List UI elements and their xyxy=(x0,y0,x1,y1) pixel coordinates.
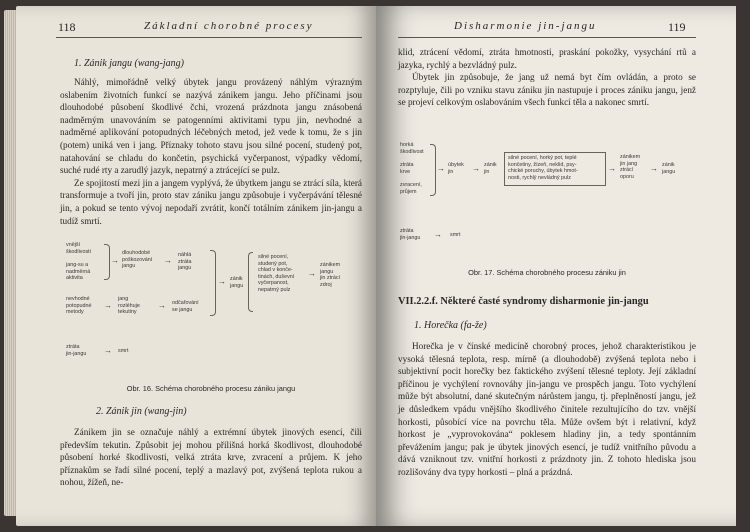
left-page-number: 118 xyxy=(58,20,76,34)
node-zanik-jangu-2: zánik jangu xyxy=(662,162,676,175)
bracket xyxy=(430,144,436,196)
diagram-zanik-jangu xyxy=(60,240,360,364)
node-priznaky-jin: silné pocení, horký pot, teplé končetiny, žízeň, neklid, psy- chické poruchy, úbytek hmot- nosti, rychlý nevládný pulz xyxy=(508,155,578,181)
arrow-icon: → xyxy=(158,301,166,310)
node-smrt: smrt xyxy=(118,348,129,354)
paragraph: Zánikem jin se označuje náhlý a extrémní úbytek jinových esencí, čili především tekutin. Způsobit jej mohou přílišná horká škodlivost, dlouhodobé působení horké škodlivosti, velká ztráta krve, zvracení a průjem. K jeho příznakům se řadí silné pocení, teplý a mazlavý pot, zvýšená teplota rukou a nohou, žížeň, ne- xyxy=(60,427,362,488)
figure-caption: Obr. 16. Schéma chorobného procesu zániku jangu xyxy=(126,384,296,393)
paragraph: Náhlý, mimořádně velký úbytek jangu provázený náhlým výrazným oslabením životních funkcí se nazývá zánikem jangu. Jeho příčinami jsou dlouhodobé působení škodlivé čchi, vrozená prázdnota jangu znásobená nadměrným unavováním se patogenními aktivitami typu jin, nevhodné a nadměrné aplikování potopudných léčebných metod, jež vede k tomu, že s jin (potem) uniká ven i jang. Příznaky tohoto stavu jsou silné pocení, studený pot, natahování se chladu do končetin, psychická vyčerpanost, výpadky vědomí, suché rudé rty a zarudlý jazyk, nepatrný a ztrácející se pulz. xyxy=(60,77,362,176)
section-heading-syndromy: VII.2.2.f. Některé časté syndromy disharmonie jin-jangu xyxy=(398,296,649,307)
node-smrt-2: smrt xyxy=(450,232,461,238)
arrow-icon: → xyxy=(608,164,616,173)
arrow-icon: → xyxy=(104,346,112,355)
diagram-zanik-jin xyxy=(398,138,698,258)
left-page xyxy=(16,6,376,526)
symptom-box xyxy=(504,152,606,186)
node-ztrata-jin-jangu: ztráta jin-jangu xyxy=(66,344,87,357)
node-zvraceni: zvracení, průjem xyxy=(400,182,422,195)
left-body-bottom xyxy=(60,426,362,489)
subsection-heading-horecka: 1. Horečka (fa-že) xyxy=(414,320,487,331)
node-jang-ztraci-oporu: zánikem jin jang ztrácí oporu xyxy=(620,154,641,180)
node-jin-ztraci-zdroj: zánikem jangu jin ztrácí zdroj xyxy=(320,262,341,288)
right-page xyxy=(376,6,736,526)
node-priznaky: silné pocení, studený pot, chlad v konče- tinách, duševní vyčerpanost, nepatrný pulz xyxy=(258,254,295,293)
right-body-top xyxy=(398,46,696,109)
paragraph: Úbytek jin způsobuje, že jang už nemá byt čím ovládán, a proto se rozptyluje, čili po vzniku stavu zániku jin nastupuje i proces zániku jangu, jenž se projeví celkovým oslabováním všech funkcí těla a nakonec smrtí. xyxy=(398,72,696,108)
node-jang-su: jang-su a nadměrná aktivita xyxy=(66,262,91,282)
bracket xyxy=(210,250,216,316)
node-ztrata-jin-jangu-2: ztráta jin-jangu xyxy=(400,228,421,241)
paragraph: Ze spojitostí mezi jin a jangem vyplývá, že úbytkem jangu se ztrácí síla, která transformuje a tvoří jin, proto stav zániku jangu způsobuje i vyčerpávání tělesné jin, a pokud se tento vývoj nepodaří zvrátit, končí totálním zánikem jin-jangu a tudíž smrtí. xyxy=(60,177,362,226)
section-heading-zanik-jangu: 1. Zánik jangu (wang-jang) xyxy=(74,58,184,69)
node-odcarovani: odčařování se jangu xyxy=(172,300,199,313)
node-dlouhodobe: dlouhodobé poškozování jangu xyxy=(122,250,153,270)
node-jang-rozlehuje: jang rozléhuje tekutiny xyxy=(118,296,140,316)
bracket xyxy=(104,244,110,280)
arrow-icon: → xyxy=(437,164,445,173)
node-nahla-ztrata: náhlá ztráta jangu xyxy=(178,252,192,272)
node-horka-skodlivost: horká škodlivost xyxy=(400,142,424,155)
arrow-icon: → xyxy=(218,277,226,286)
right-page-number: 119 xyxy=(668,20,686,34)
right-running-title: Disharmonie jin-jangu xyxy=(454,20,597,32)
figure-caption: Obr. 17. Schéma chorobného procesu zániku jin xyxy=(468,268,626,277)
arrow-icon: → xyxy=(308,269,316,278)
paragraph: Horečka je v čínské medicíně chorobný proces, jehož charakteristikou je vysoká tělesná teplota, resp. mírně (a dlouhodobě) zvýšená teplota nebo i subjektivní pocit horečky bez faktického zvýšení tělesné teploty. Její základní příčinou je vychýlení rovnováhy jin-jangu ve prospěch jangu. Toto vychýlení může být absolutní, dané skutečným nárůstem jangu, tj. přeplněností jangu, jež je důsledkem vpádu vnějšího škodlivého činitele rezultujícího do tzv. vnější horkosti, působící více na povrchu těla. Může ovšem být i relativní, když horkost je „vyprovokována“ poklesem hladiny jin, a tedy spontánním převážením jangu; pak je úbytek jinových esencí, je tudíž vnitřního původu a dává vzniknout tzv. vnitřní horkosti z prázdnoty jin. Z tohoto hlediska jsou rozlišovány dva typy horkosti – plná a prázdná. xyxy=(398,341,696,477)
node-zanik-jin: zánik jin xyxy=(484,162,497,175)
arrow-icon: → xyxy=(472,164,480,173)
left-body-top xyxy=(60,76,362,227)
node-vnejsi-skodlivosti: vnější škodlivosti xyxy=(66,242,91,255)
arrow-icon: → xyxy=(104,301,112,310)
node-ztrata-krve: ztráta krve xyxy=(400,162,414,175)
right-body-bottom xyxy=(398,340,696,479)
arrow-icon: → xyxy=(164,256,172,265)
bracket xyxy=(248,252,253,312)
left-header-rule xyxy=(56,37,362,38)
arrow-icon: → xyxy=(650,164,658,173)
node-nevhodne-metody: nevhodné potopudné metody xyxy=(66,296,92,316)
paragraph: klid, ztrácení vědomí, ztráta hmotnosti, praskání pokožky, vysychání rtů a jazyka, rychlý a bezvládný pulz. xyxy=(398,47,696,70)
right-header-rule xyxy=(398,37,696,38)
arrow-icon: → xyxy=(434,230,442,239)
node-zanik-jangu: zánik jangu xyxy=(230,276,244,289)
left-running-title: Základní chorobné procesy xyxy=(144,20,314,32)
arrow-icon: → xyxy=(111,256,119,265)
section-heading-zanik-jin: 2. Zánik jin (wang-jin) xyxy=(96,406,187,417)
node-ubytek-jin: úbytek jin xyxy=(448,162,464,175)
